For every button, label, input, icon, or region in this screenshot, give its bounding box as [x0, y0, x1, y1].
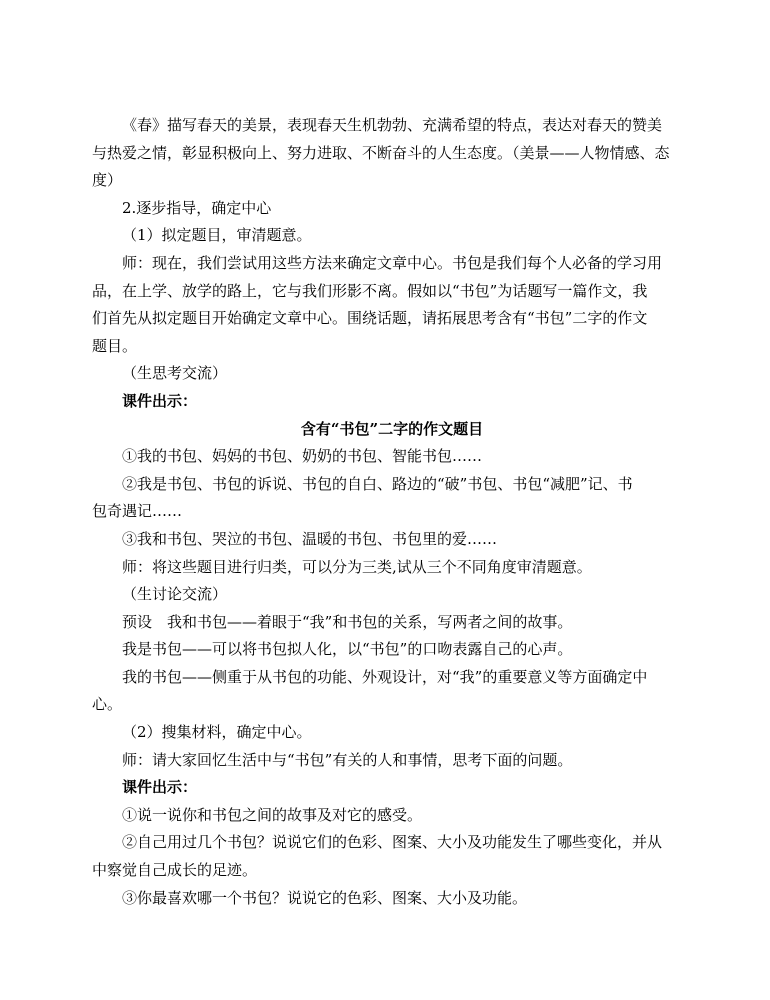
list-item: ①我的书包、妈妈的书包、奶奶的书包、智能书包……	[122, 447, 483, 466]
paragraph-line: 预设 我和书包——着眼于“我”和书包的关系，写两者之间的故事。	[122, 612, 573, 631]
courseware-label: 课件出示：	[122, 778, 198, 797]
list-item: ③你最喜欢哪一个书包？说说它的色彩、图案、大小及功能。	[122, 888, 528, 907]
paragraph-line: 师：请大家回忆生活中与“书包”有关的人和事情，思考下面的问题。	[122, 750, 573, 769]
courseware-label: 课件出示：	[122, 391, 198, 410]
paragraph-line: 我是书包——可以将书包拟人化，以“书包”的口吻表露自己的心声。	[122, 640, 573, 659]
stage-direction: （生讨论交流）	[122, 585, 228, 604]
list-item: ③我和书包、哭泣的书包、温暖的书包、书包里的爱……	[122, 529, 498, 548]
paragraph-line: 心。	[92, 695, 123, 714]
paragraph-line: 师：现在，我们尝试用这些方法来确定文章中心。书包是我们每个人必备的学习用	[122, 253, 663, 272]
paragraph-line: 与热爱之情，彰显积极向上、努力进取、不断奋斗的人生态度。（美景——人物情感、态	[92, 143, 670, 162]
courseware-title: 含有“书包”二字的作文题目	[300, 419, 484, 438]
list-item: ②我是书包、书包的诉说、书包的自白、路边的“破”书包、书包“减肥”记、书	[122, 474, 633, 493]
document-body	[92, 112, 692, 912]
paragraph-line: 度）	[92, 171, 123, 190]
list-item: ②自己用过几个书包？说说它们的色彩、图案、大小及功能发生了哪些变化，并从	[122, 833, 663, 852]
paragraph-line: 题目。	[92, 336, 138, 355]
list-item: ①说一说你和书包之间的故事及对它的感受。	[122, 805, 423, 824]
paragraph-line: 我的书包——侧重于从书包的功能、外观设计，对“我”的重要意义等方面确定中	[122, 667, 648, 686]
paragraph-line: 品，在上学、放学的路上，它与我们形影不离。假如以“书包”为话题写一篇作文，我	[92, 281, 648, 300]
subsection-heading: （2）搜集材料，确定中心。	[122, 723, 312, 742]
subsection-heading: （1）拟定题目，审清题意。	[122, 226, 312, 245]
list-item-continuation: 包奇遇记……	[92, 502, 183, 521]
stage-direction: （生思考交流）	[122, 364, 228, 383]
list-item-continuation: 中察觉自己成长的足迹。	[92, 861, 258, 880]
paragraph-line: 们首先从拟定题目开始确定文章中心。围绕话题，请拓展思考含有“书包”二字的作文	[92, 309, 648, 328]
section-heading: 2.逐步指导，确定中心	[122, 198, 272, 217]
paragraph-line: 师：将这些题目进行归类，可以分为三类,试从三个不同角度审清题意。	[122, 557, 592, 576]
paragraph-line: 《春》描写春天的美景，表现春天生机勃勃、充满希望的特点，表达对春天的赞美	[122, 116, 663, 134]
